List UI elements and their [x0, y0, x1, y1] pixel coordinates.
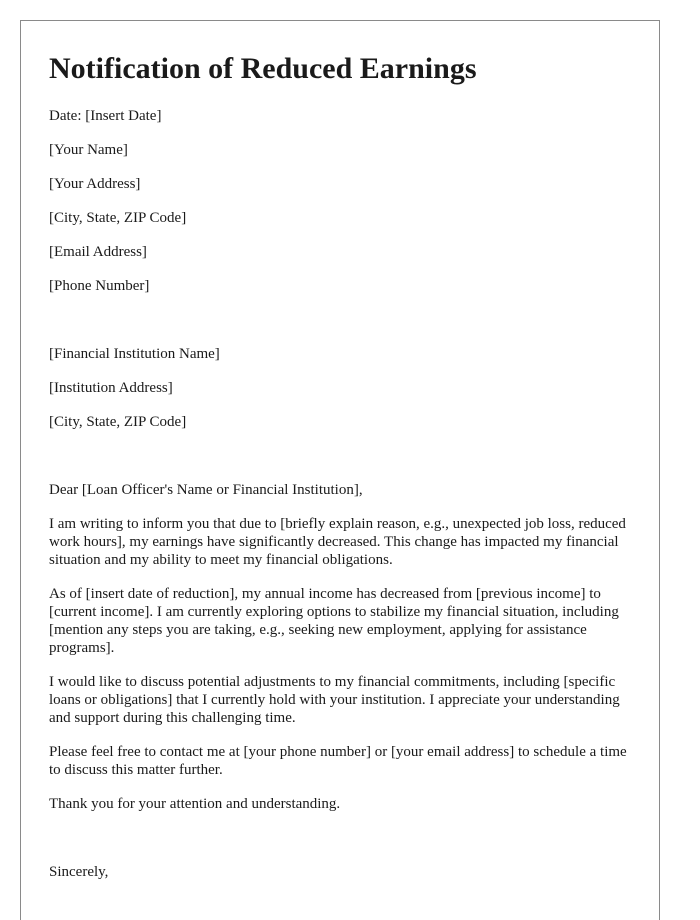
date-line: Date: [Insert Date]: [49, 108, 162, 124]
recipient-city-state-zip: [City, State, ZIP Code]: [49, 414, 187, 430]
sender-email: [Email Address]: [49, 244, 147, 260]
letter-content: [49, 51, 639, 881]
recipient-institution-address: [Institution Address]: [49, 380, 173, 396]
body-paragraph: As of [insert date of reduction], my annual income has decreased from [previous income] to [current income]. I am currently exploring options to stabilize my financial situation, including [mention any steps you are taking, e.g., seeking new employment, applying for assistance programs].: [49, 586, 619, 656]
body-paragraph: I am writing to inform you that due to [briefly explain reason, e.g., unexpected job loss, reduced work hours], my earnings have significantly decreased. This change has impacted my financial situation and my ability to meet my financial obligations.: [49, 516, 626, 568]
sender-phone: [Phone Number]: [49, 278, 150, 294]
sender-address: [Your Address]: [49, 176, 141, 192]
sender-name: [Your Name]: [49, 142, 128, 158]
sender-city-state-zip: [City, State, ZIP Code]: [49, 210, 187, 226]
letter-title: Notification of Reduced Earnings: [49, 52, 477, 85]
letter-page: [20, 20, 660, 920]
body-paragraph: I would like to discuss potential adjustments to my financial commitments, including [specific loans or obligations] that I currently hold with your institution. I appreciate your understanding and support during this challenging time.: [49, 674, 620, 726]
body-paragraph: Please feel free to contact me at [your phone number] or [your email address] to schedule a time to discuss this matter further.: [49, 744, 627, 778]
recipient-institution-name: [Financial Institution Name]: [49, 346, 220, 362]
closing: Sincerely,: [49, 864, 109, 880]
salutation: Dear [Loan Officer's Name or Financial Institution],: [49, 482, 363, 498]
body-paragraph: Thank you for your attention and understanding.: [49, 796, 341, 812]
